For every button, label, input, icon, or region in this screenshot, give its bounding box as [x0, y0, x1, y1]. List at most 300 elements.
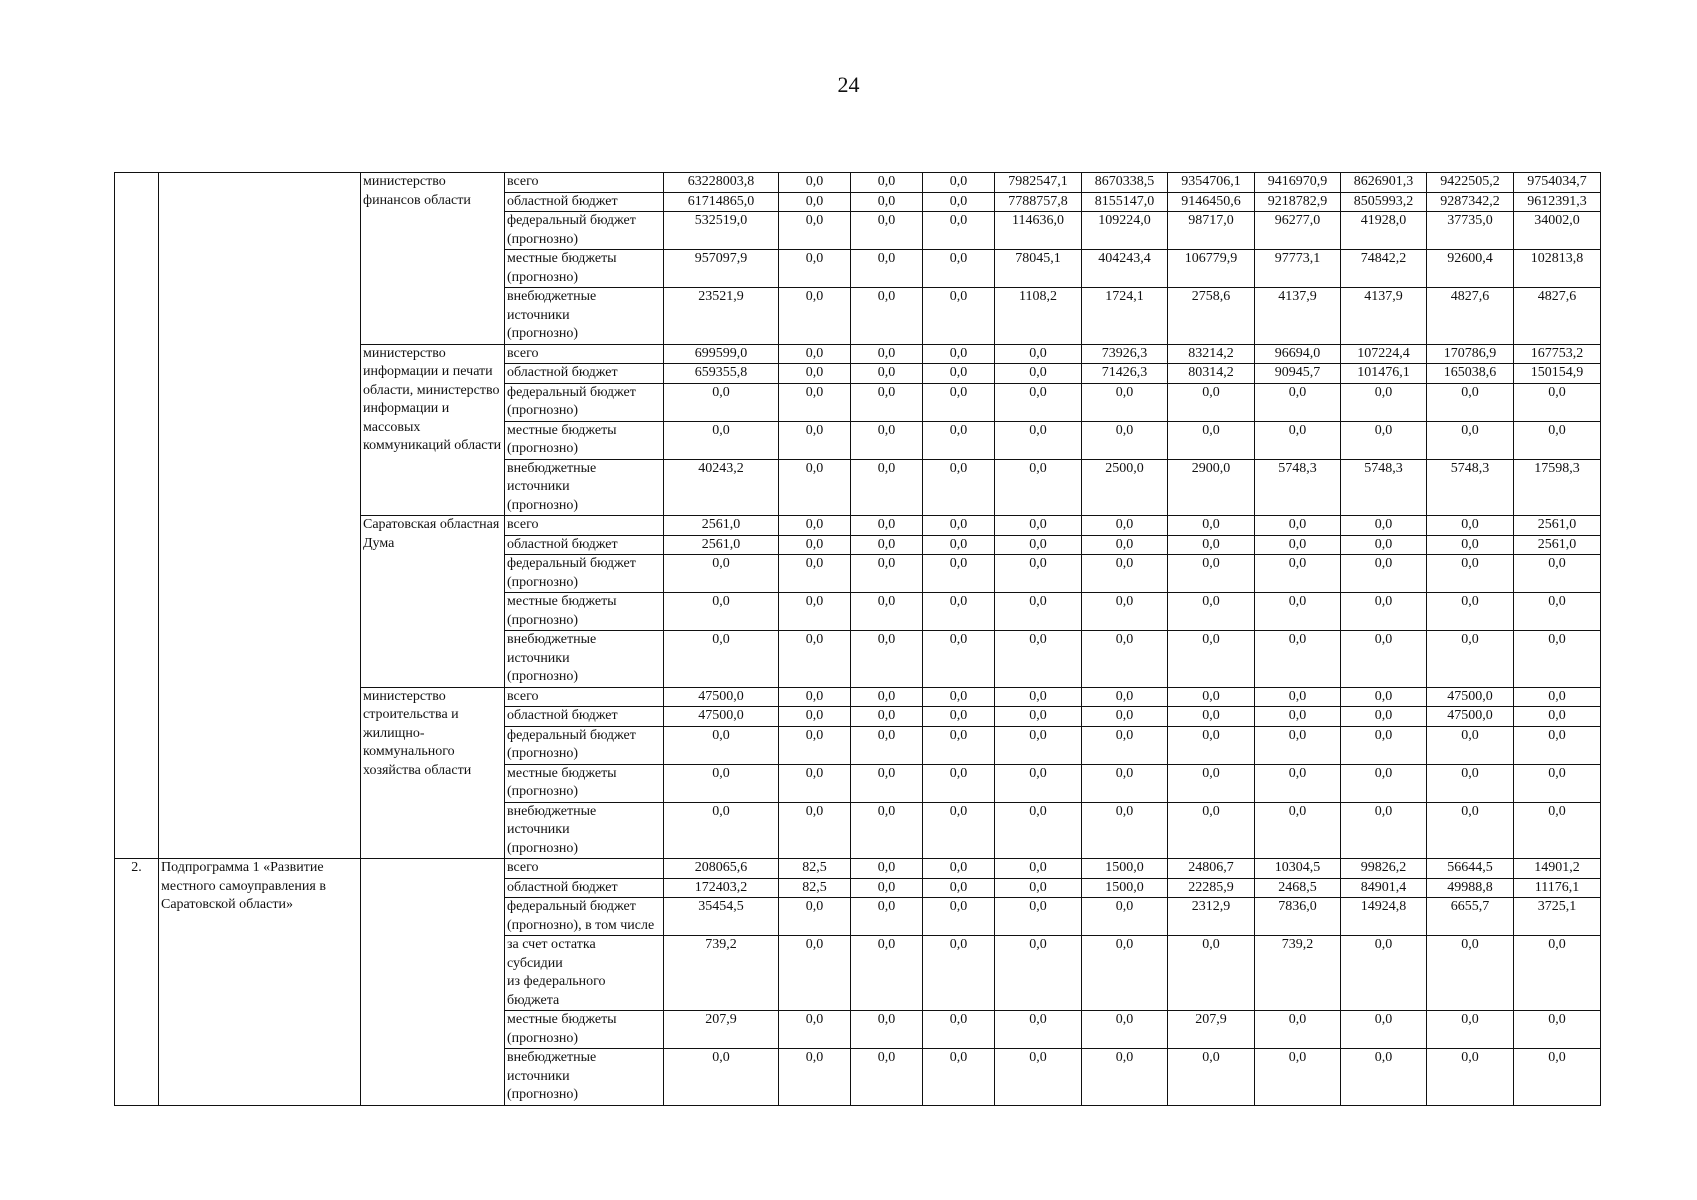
year-value-cell: 0,0	[1168, 687, 1255, 707]
year-value-cell: 0,0	[995, 707, 1082, 727]
year-value-cell: 0,0	[779, 459, 851, 516]
year-value-cell: 9754034,7	[1514, 173, 1601, 193]
year-value-cell: 92600,4	[1427, 250, 1514, 288]
executor-cell: министерство финансов области	[361, 173, 505, 345]
year-value-cell: 0,0	[923, 802, 995, 859]
year-value-cell: 0,0	[1168, 936, 1255, 1011]
year-value-cell: 0,0	[1082, 1049, 1168, 1106]
total-value-cell: 61714865,0	[664, 192, 779, 212]
funding-source-line: внебюджетные	[507, 632, 597, 647]
funding-source-cell	[505, 383, 664, 421]
year-value-cell: 0,0	[851, 878, 923, 898]
year-value-cell: 5748,3	[1341, 459, 1427, 516]
year-value-cell: 0,0	[1255, 687, 1341, 707]
year-value-cell: 2758,6	[1168, 288, 1255, 345]
funding-source-line: внебюджетные	[507, 803, 597, 819]
year-value-cell: 0,0	[851, 192, 923, 212]
funding-source-line: местные бюджеты	[507, 594, 617, 609]
year-value-cell: 9612391,3	[1514, 192, 1601, 212]
year-value-cell: 0,0	[1514, 802, 1601, 859]
year-value-cell: 4827,6	[1514, 288, 1601, 345]
year-value-cell: 0,0	[779, 383, 851, 421]
funding-source-cell	[505, 936, 664, 1011]
total-value-cell: 23521,9	[664, 288, 779, 345]
year-value-cell: 0,0	[779, 192, 851, 212]
year-value-cell: 0,0	[1255, 1011, 1341, 1049]
year-value-cell: 47500,0	[1427, 707, 1514, 727]
funding-source-line: всего	[507, 174, 539, 189]
year-value-cell: 49988,8	[1427, 878, 1514, 898]
year-value-cell: 0,0	[1341, 631, 1427, 688]
year-value-cell: 83214,2	[1168, 344, 1255, 364]
year-value-cell: 0,0	[851, 726, 923, 764]
total-value-cell: 659355,8	[664, 364, 779, 384]
year-value-cell: 0,0	[1255, 421, 1341, 459]
funding-source-line: местные бюджеты	[507, 422, 617, 438]
year-value-cell: 5748,3	[1255, 459, 1341, 516]
year-value-cell: 0,0	[1082, 687, 1168, 707]
page-number: 24	[837, 72, 860, 97]
year-value-cell: 0,0	[1427, 535, 1514, 555]
year-value-cell: 0,0	[779, 593, 851, 631]
executor-cell: Саратовская областная Дума	[361, 516, 505, 688]
year-value-cell: 24806,7	[1168, 859, 1255, 879]
year-value-cell: 47500,0	[1427, 687, 1514, 707]
year-value-cell: 0,0	[1082, 764, 1168, 802]
funding-source-line: (прогнозно)	[507, 1087, 579, 1102]
year-value-cell: 0,0	[1341, 421, 1427, 459]
year-value-cell: 0,0	[923, 1011, 995, 1049]
year-value-cell: 5748,3	[1427, 459, 1514, 516]
year-value-cell: 2900,0	[1168, 459, 1255, 516]
year-value-cell: 0,0	[995, 344, 1082, 364]
funding-source-line: (прогнозно)	[507, 231, 579, 247]
year-value-cell: 0,0	[1255, 707, 1341, 727]
total-value-cell: 47500,0	[664, 687, 779, 707]
year-value-cell: 0,0	[851, 212, 923, 250]
year-value-cell: 0,0	[1255, 764, 1341, 802]
year-value-cell: 0,0	[1082, 555, 1168, 593]
year-value-cell: 0,0	[1427, 764, 1514, 802]
year-value-cell: 0,0	[1427, 726, 1514, 764]
year-value-cell: 0,0	[779, 421, 851, 459]
year-value-cell: 0,0	[851, 859, 923, 879]
funding-source-cell	[505, 802, 664, 859]
year-value-cell: 1724,1	[1082, 288, 1168, 345]
year-value-cell: 0,0	[1082, 1011, 1168, 1049]
funding-source-line: из федерального	[507, 974, 606, 989]
year-value-cell: 1500,0	[1082, 878, 1168, 898]
year-value-cell: 0,0	[1168, 802, 1255, 859]
funding-source-cell	[505, 687, 664, 707]
total-value-cell: 0,0	[664, 555, 779, 593]
year-value-cell: 0,0	[851, 344, 923, 364]
year-value-cell: 4137,9	[1341, 288, 1427, 345]
year-value-cell: 74842,2	[1341, 250, 1427, 288]
funding-source-line: областной бюджет	[507, 193, 618, 209]
program-name-cell: Подпрограмма 1 «Развитие местного самоуправления в Саратовской области»	[159, 859, 361, 1106]
year-value-cell: 0,0	[851, 250, 923, 288]
year-value-cell: 0,0	[1168, 707, 1255, 727]
year-value-cell: 0,0	[1341, 687, 1427, 707]
year-value-cell: 0,0	[995, 859, 1082, 879]
year-value-cell: 8626901,3	[1341, 173, 1427, 193]
year-value-cell: 2312,9	[1168, 898, 1255, 936]
total-value-cell: 0,0	[664, 383, 779, 421]
funding-source-line: субсидии	[507, 955, 563, 971]
year-value-cell: 0,0	[995, 421, 1082, 459]
funding-source-cell	[505, 212, 664, 250]
year-value-cell: 0,0	[1082, 383, 1168, 421]
year-value-cell: 0,0	[851, 687, 923, 707]
year-value-cell: 1108,2	[995, 288, 1082, 345]
year-value-cell: 9416970,9	[1255, 173, 1341, 193]
funding-source-line: всего	[507, 688, 539, 704]
total-value-cell: 47500,0	[664, 707, 779, 727]
row-number-cell	[115, 173, 159, 859]
year-value-cell: 0,0	[851, 421, 923, 459]
funding-source-line: источники	[507, 822, 570, 837]
funding-source-line: (прогнозно)	[507, 1030, 579, 1046]
year-value-cell: 0,0	[923, 707, 995, 727]
funding-source-line: (прогнозно)	[507, 403, 579, 418]
year-value-cell: 0,0	[1168, 593, 1255, 631]
year-value-cell: 0,0	[1514, 631, 1601, 688]
year-value-cell: 0,0	[923, 631, 995, 688]
funding-source-cell	[505, 878, 664, 898]
funding-source-line: всего	[507, 517, 539, 532]
year-value-cell: 107224,4	[1341, 344, 1427, 364]
year-value-cell: 1500,0	[1082, 859, 1168, 879]
year-value-cell: 82,5	[779, 859, 851, 879]
year-value-cell: 41928,0	[1341, 212, 1427, 250]
year-value-cell: 0,0	[1427, 631, 1514, 688]
year-value-cell: 0,0	[1168, 535, 1255, 555]
total-value-cell: 957097,9	[664, 250, 779, 288]
year-value-cell: 0,0	[1341, 726, 1427, 764]
year-value-cell: 106779,9	[1168, 250, 1255, 288]
year-value-cell: 739,2	[1255, 936, 1341, 1011]
funding-source-line: всего	[507, 345, 539, 361]
total-value-cell: 208065,6	[664, 859, 779, 879]
year-value-cell: 0,0	[779, 250, 851, 288]
year-value-cell: 0,0	[1082, 802, 1168, 859]
executor-cell	[361, 859, 505, 1106]
year-value-cell: 2500,0	[1082, 459, 1168, 516]
year-value-cell: 0,0	[995, 364, 1082, 384]
year-value-cell: 0,0	[1341, 1011, 1427, 1049]
year-value-cell: 165038,6	[1427, 364, 1514, 384]
total-value-cell: 63228003,8	[664, 173, 779, 193]
funding-source-cell	[505, 764, 664, 802]
funding-source-line: областной бюджет	[507, 879, 618, 895]
funding-source-cell	[505, 555, 664, 593]
year-value-cell: 114636,0	[995, 212, 1082, 250]
year-value-cell: 0,0	[851, 764, 923, 802]
year-value-cell: 7788757,8	[995, 192, 1082, 212]
funding-source-cell	[505, 859, 664, 879]
year-value-cell: 0,0	[923, 421, 995, 459]
year-value-cell: 0,0	[923, 764, 995, 802]
row-number-cell: 2.	[115, 859, 159, 1106]
year-value-cell: 0,0	[1514, 687, 1601, 707]
year-value-cell: 99826,2	[1341, 859, 1427, 879]
year-value-cell: 82,5	[779, 878, 851, 898]
funding-source-line: местные бюджеты	[507, 765, 617, 781]
total-value-cell: 2561,0	[664, 535, 779, 555]
year-value-cell: 207,9	[1168, 1011, 1255, 1049]
year-value-cell: 0,0	[995, 764, 1082, 802]
year-value-cell: 9422505,2	[1427, 173, 1514, 193]
year-value-cell: 0,0	[995, 726, 1082, 764]
year-value-cell: 80314,2	[1168, 364, 1255, 384]
year-value-cell: 0,0	[851, 707, 923, 727]
year-value-cell: 0,0	[1082, 516, 1168, 536]
year-value-cell: 0,0	[1514, 383, 1601, 421]
funding-source-line: областной бюджет	[507, 708, 618, 723]
year-value-cell: 8505993,2	[1341, 192, 1427, 212]
funding-source-cell	[505, 898, 664, 936]
year-value-cell: 0,0	[923, 192, 995, 212]
year-value-cell: 0,0	[1168, 516, 1255, 536]
year-value-cell: 0,0	[779, 516, 851, 536]
year-value-cell: 97773,1	[1255, 250, 1341, 288]
funding-source-cell	[505, 192, 664, 212]
year-value-cell: 96694,0	[1255, 344, 1341, 364]
year-value-cell: 0,0	[851, 535, 923, 555]
year-value-cell: 0,0	[1168, 555, 1255, 593]
year-value-cell: 0,0	[995, 535, 1082, 555]
year-value-cell: 56644,5	[1427, 859, 1514, 879]
year-value-cell: 0,0	[923, 383, 995, 421]
year-value-cell: 0,0	[1514, 1011, 1601, 1049]
year-value-cell: 0,0	[779, 936, 851, 1011]
funding-source-line: источники	[507, 1068, 570, 1084]
year-value-cell: 0,0	[995, 687, 1082, 707]
total-value-cell: 40243,2	[664, 459, 779, 516]
funding-source-line: внебюджетные	[507, 289, 597, 304]
year-value-cell: 10304,5	[1255, 859, 1341, 879]
year-value-cell: 0,0	[1255, 1049, 1341, 1106]
year-value-cell: 109224,0	[1082, 212, 1168, 250]
budget-table	[114, 172, 1601, 1106]
funding-source-line: (прогнозно)	[507, 441, 579, 456]
year-value-cell: 0,0	[1082, 535, 1168, 555]
year-value-cell: 90945,7	[1255, 364, 1341, 384]
total-value-cell: 207,9	[664, 1011, 779, 1049]
funding-source-line: (прогнозно)	[507, 269, 579, 285]
year-value-cell: 2561,0	[1514, 535, 1601, 555]
funding-source-line: (прогнозно)	[507, 574, 579, 590]
total-value-cell: 0,0	[664, 726, 779, 764]
year-value-cell: 0,0	[995, 516, 1082, 536]
year-value-cell: 0,0	[851, 459, 923, 516]
year-value-cell: 0,0	[1341, 383, 1427, 421]
funding-source-cell	[505, 421, 664, 459]
year-value-cell: 0,0	[923, 516, 995, 536]
table-row	[115, 859, 1601, 879]
funding-source-cell	[505, 516, 664, 536]
year-value-cell: 0,0	[779, 726, 851, 764]
year-value-cell: 0,0	[1255, 555, 1341, 593]
year-value-cell: 78045,1	[995, 250, 1082, 288]
year-value-cell: 0,0	[779, 364, 851, 384]
year-value-cell: 71426,3	[1082, 364, 1168, 384]
year-value-cell: 0,0	[1427, 516, 1514, 536]
year-value-cell: 0,0	[995, 936, 1082, 1011]
table-row	[115, 173, 1601, 193]
year-value-cell: 17598,3	[1514, 459, 1601, 516]
year-value-cell: 150154,9	[1514, 364, 1601, 384]
year-value-cell: 6655,7	[1427, 898, 1514, 936]
year-value-cell: 0,0	[1255, 383, 1341, 421]
year-value-cell: 0,0	[779, 288, 851, 345]
total-value-cell: 0,0	[664, 593, 779, 631]
funding-source-cell	[505, 344, 664, 364]
year-value-cell: 0,0	[923, 687, 995, 707]
year-value-cell: 8155147,0	[1082, 192, 1168, 212]
year-value-cell: 0,0	[923, 593, 995, 631]
year-value-cell: 0,0	[1168, 764, 1255, 802]
funding-source-line: внебюджетные	[507, 1050, 597, 1065]
total-value-cell: 0,0	[664, 421, 779, 459]
year-value-cell: 0,0	[1341, 936, 1427, 1011]
year-value-cell: 96277,0	[1255, 212, 1341, 250]
year-value-cell: 0,0	[851, 802, 923, 859]
year-value-cell: 0,0	[1514, 421, 1601, 459]
year-value-cell: 0,0	[923, 726, 995, 764]
year-value-cell: 0,0	[1427, 383, 1514, 421]
total-value-cell: 0,0	[664, 1049, 779, 1106]
program-name-cell	[159, 173, 361, 859]
year-value-cell: 0,0	[995, 631, 1082, 688]
year-value-cell: 0,0	[851, 936, 923, 1011]
year-value-cell: 0,0	[1341, 707, 1427, 727]
year-value-cell: 0,0	[923, 878, 995, 898]
funding-source-line: внебюджетные	[507, 460, 597, 476]
year-value-cell: 0,0	[1427, 421, 1514, 459]
funding-source-line: источники	[507, 650, 570, 666]
funding-source-cell	[505, 726, 664, 764]
funding-source-line: за счет остатка	[507, 937, 596, 952]
year-value-cell: 0,0	[1514, 1049, 1601, 1106]
funding-source-line: федеральный бюджет	[507, 213, 636, 228]
year-value-cell: 0,0	[851, 593, 923, 631]
year-value-cell: 0,0	[923, 459, 995, 516]
year-value-cell: 0,0	[1427, 1011, 1514, 1049]
year-value-cell: 0,0	[1427, 555, 1514, 593]
funding-source-line: (прогнозно)	[507, 840, 579, 856]
year-value-cell: 0,0	[1341, 535, 1427, 555]
year-value-cell: 0,0	[1082, 726, 1168, 764]
funding-source-line: (прогнозно)	[507, 612, 579, 628]
year-value-cell: 7836,0	[1255, 898, 1341, 936]
year-value-cell: 22285,9	[1168, 878, 1255, 898]
year-value-cell: 34002,0	[1514, 212, 1601, 250]
year-value-cell: 0,0	[851, 383, 923, 421]
year-value-cell: 0,0	[995, 555, 1082, 593]
funding-source-cell	[505, 250, 664, 288]
year-value-cell: 0,0	[851, 631, 923, 688]
year-value-cell: 9146450,6	[1168, 192, 1255, 212]
total-value-cell: 532519,0	[664, 212, 779, 250]
year-value-cell: 0,0	[923, 173, 995, 193]
year-value-cell: 0,0	[995, 878, 1082, 898]
year-value-cell: 0,0	[851, 288, 923, 345]
year-value-cell: 0,0	[779, 1049, 851, 1106]
year-value-cell: 0,0	[779, 898, 851, 936]
year-value-cell: 0,0	[1341, 802, 1427, 859]
funding-source-line: всего	[507, 860, 539, 875]
funding-source-line: федеральный бюджет	[507, 556, 636, 571]
year-value-cell: 0,0	[1082, 421, 1168, 459]
funding-source-line: (прогнозно)	[507, 784, 579, 799]
year-value-cell: 0,0	[1168, 726, 1255, 764]
total-value-cell: 699599,0	[664, 344, 779, 364]
funding-source-cell	[505, 707, 664, 727]
year-value-cell: 0,0	[1427, 802, 1514, 859]
total-value-cell: 35454,5	[664, 898, 779, 936]
year-value-cell: 2468,5	[1255, 878, 1341, 898]
year-value-cell: 0,0	[995, 383, 1082, 421]
funding-source-line: (прогнозно)	[507, 746, 579, 761]
year-value-cell: 0,0	[779, 764, 851, 802]
funding-source-cell	[505, 288, 664, 345]
year-value-cell: 0,0	[1427, 593, 1514, 631]
year-value-cell: 0,0	[1255, 631, 1341, 688]
year-value-cell: 0,0	[779, 707, 851, 727]
year-value-cell: 0,0	[1168, 631, 1255, 688]
year-value-cell: 0,0	[1082, 898, 1168, 936]
year-value-cell: 0,0	[1168, 383, 1255, 421]
year-value-cell: 0,0	[851, 364, 923, 384]
year-value-cell: 0,0	[851, 898, 923, 936]
funding-source-line: местные бюджеты	[507, 251, 617, 266]
year-value-cell: 0,0	[779, 802, 851, 859]
year-value-cell: 4827,6	[1427, 288, 1514, 345]
year-value-cell: 167753,2	[1514, 344, 1601, 364]
total-value-cell: 0,0	[664, 631, 779, 688]
funding-source-line: (прогнозно), в том числе	[507, 917, 655, 933]
year-value-cell: 0,0	[1255, 535, 1341, 555]
total-value-cell: 0,0	[664, 802, 779, 859]
year-value-cell: 0,0	[923, 535, 995, 555]
year-value-cell: 102813,8	[1514, 250, 1601, 288]
year-value-cell: 37735,0	[1427, 212, 1514, 250]
funding-source-cell	[505, 364, 664, 384]
year-value-cell: 0,0	[1514, 936, 1601, 1011]
year-value-cell: 0,0	[1341, 593, 1427, 631]
year-value-cell: 0,0	[851, 516, 923, 536]
year-value-cell: 0,0	[1255, 593, 1341, 631]
year-value-cell: 0,0	[1255, 726, 1341, 764]
year-value-cell: 0,0	[851, 1011, 923, 1049]
funding-source-cell	[505, 631, 664, 688]
funding-source-line: источники	[507, 479, 570, 494]
year-value-cell: 0,0	[1514, 593, 1601, 631]
year-value-cell: 0,0	[779, 212, 851, 250]
year-value-cell: 0,0	[1341, 516, 1427, 536]
year-value-cell: 4137,9	[1255, 288, 1341, 345]
funding-source-line: областной бюджет	[507, 365, 618, 380]
year-value-cell: 0,0	[779, 687, 851, 707]
year-value-cell: 2561,0	[1514, 516, 1601, 536]
funding-source-line: (прогнозно)	[507, 669, 579, 684]
year-value-cell: 0,0	[779, 555, 851, 593]
executor-cell: министерство информации и печати области, министерство информации и массовых коммуникаций области	[361, 344, 505, 516]
year-value-cell: 0,0	[1082, 631, 1168, 688]
year-value-cell: 0,0	[1514, 707, 1601, 727]
